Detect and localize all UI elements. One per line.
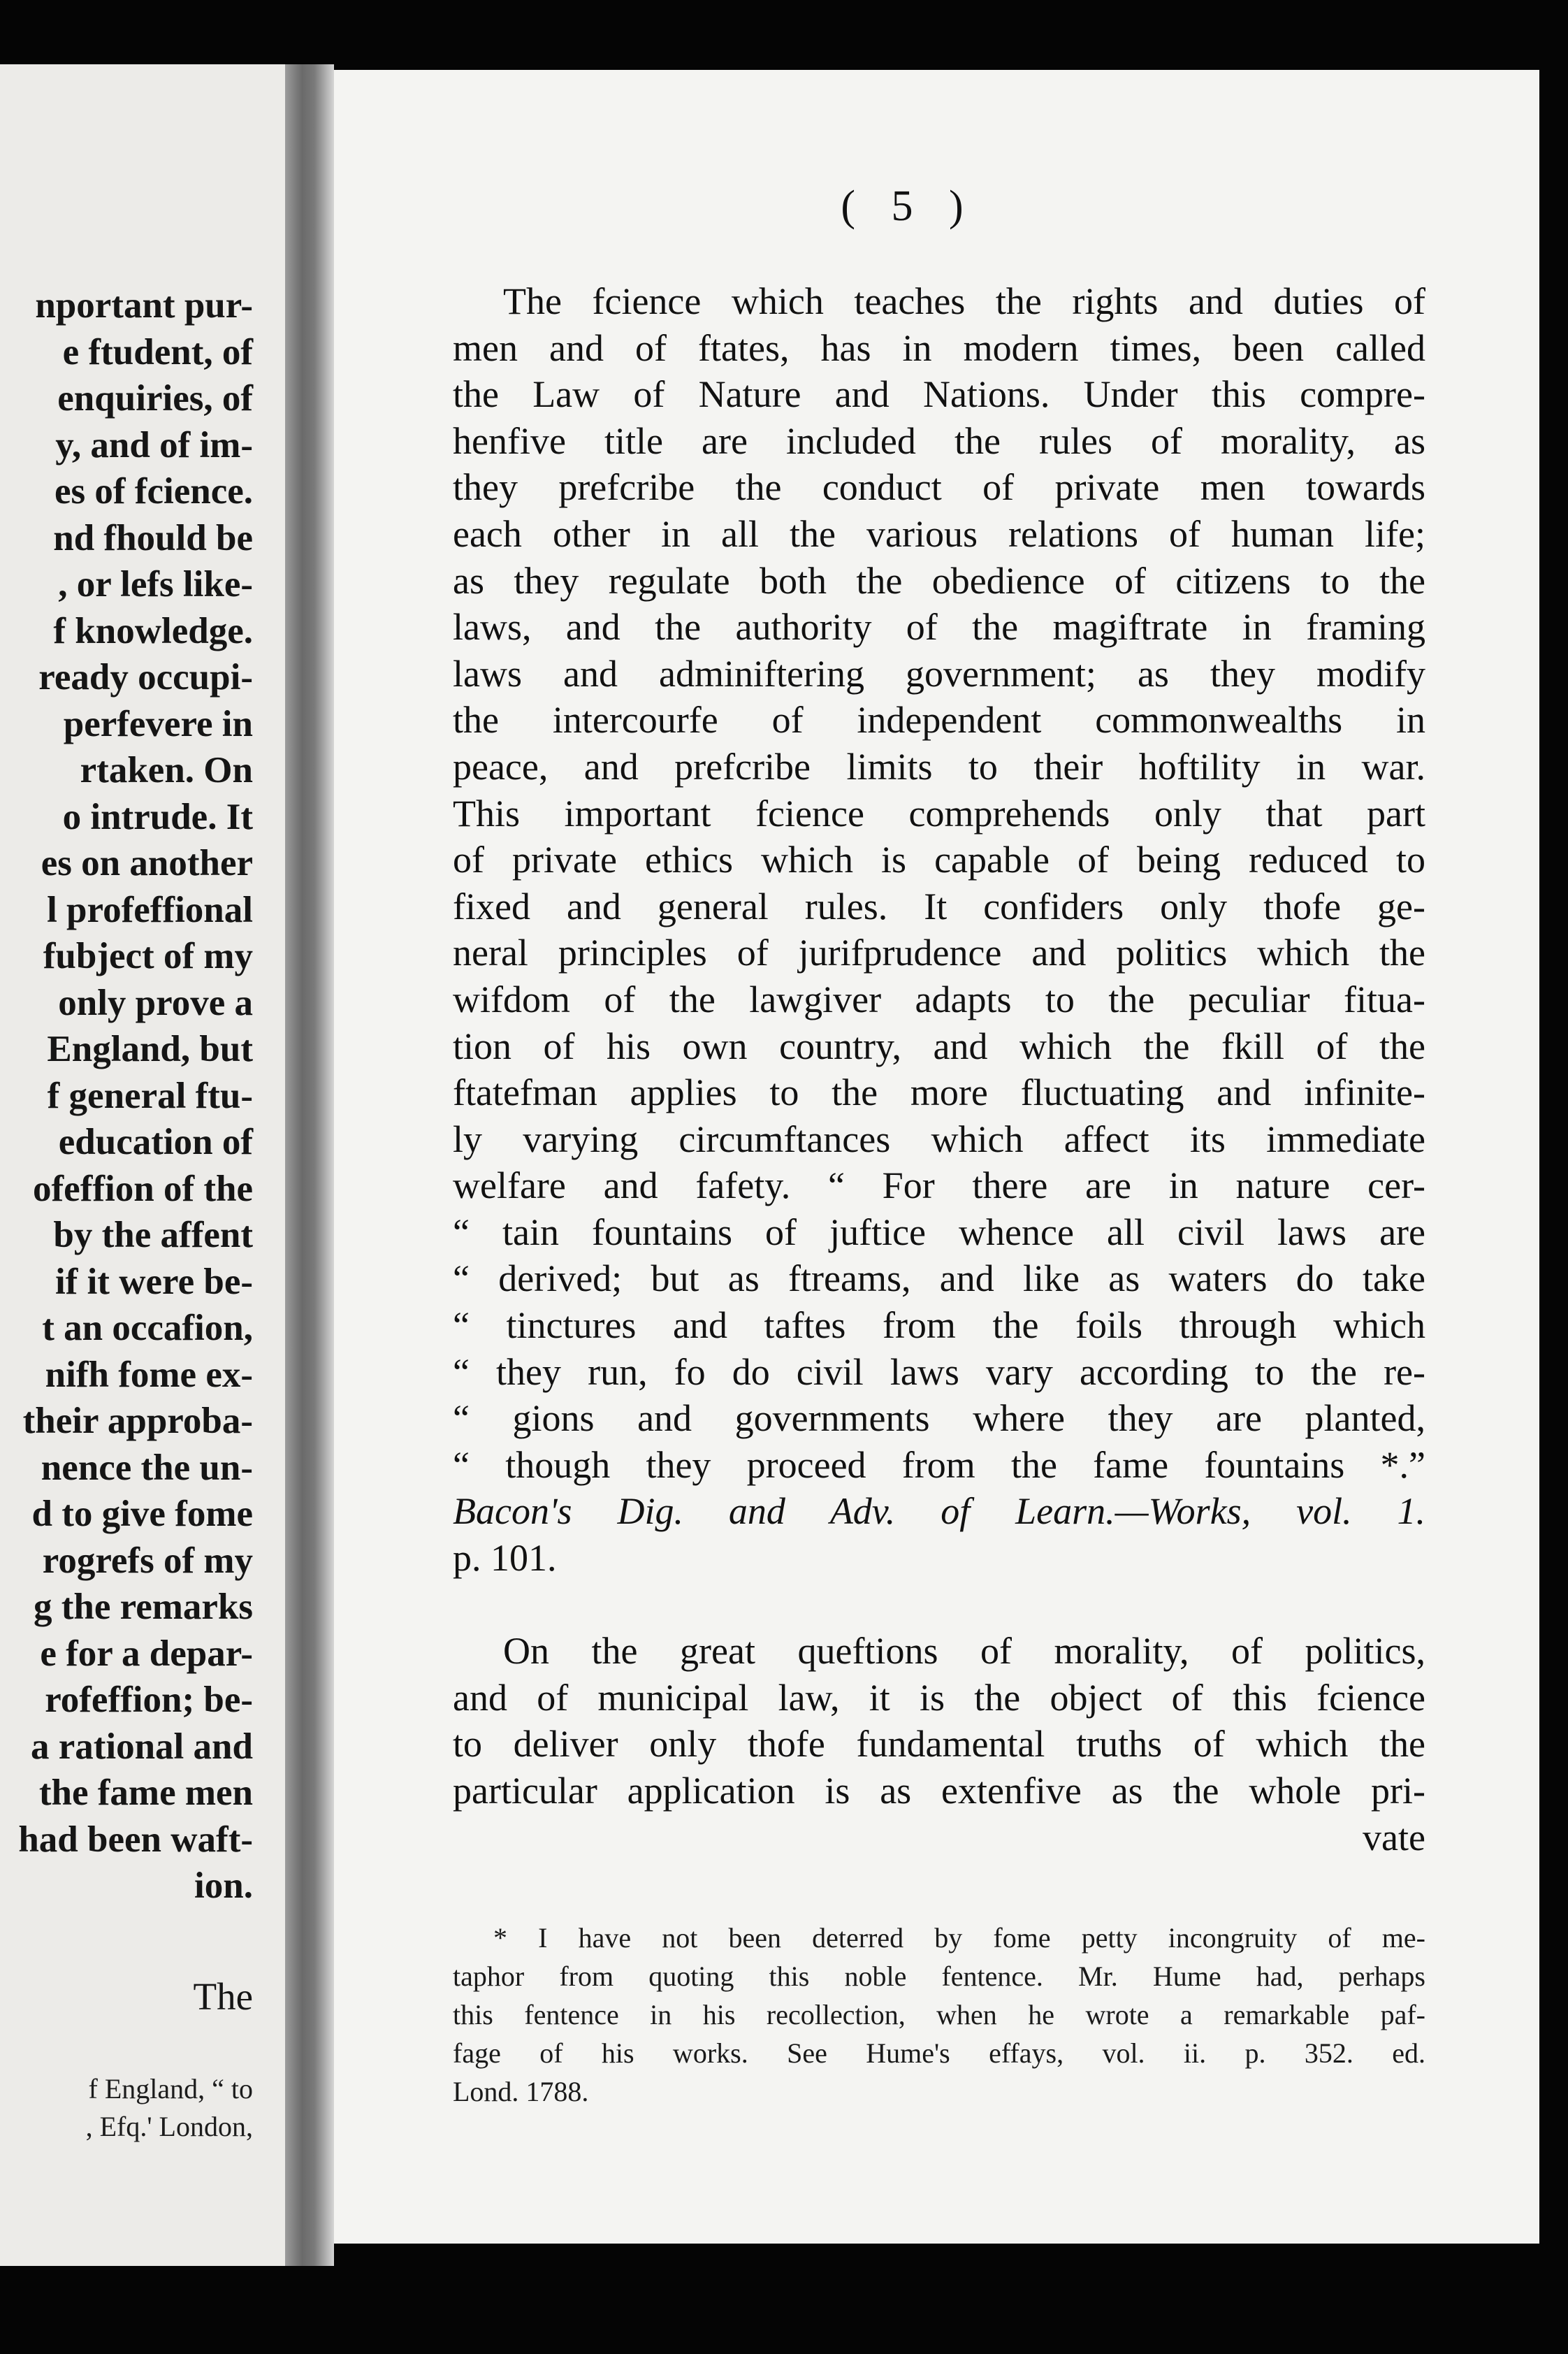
text-line: the fame men [38, 1772, 253, 1813]
text-line: y, and of im- [55, 424, 253, 465]
text-line: as they regulate both the obedience of citizens to the [453, 559, 1425, 602]
text-line: ly varying circumftances which affect its immediate [453, 1118, 1425, 1160]
text-line: and of municipal law, it is the object of this fcience [453, 1676, 1425, 1719]
text-line: by the affent [53, 1215, 253, 1255]
facing-page-catchword: The [193, 1975, 253, 2018]
text-line: peace, and prefcribe limits to their hoftility in war. [453, 745, 1425, 788]
text-line: had been waft- [18, 1819, 253, 1860]
text-line: only prove a [58, 982, 253, 1023]
text-line: Bacon's Dig. and Adv. of Learn.—Works, vol. 1. [453, 1490, 1425, 1533]
text-line: tion of his own country, and which the fkill of the [453, 1025, 1425, 1067]
text-line: welfare and fafety. “ For there are in nature cer- [453, 1164, 1425, 1207]
text-line: g the remarks [33, 1587, 253, 1627]
facing-page-text [0, 282, 253, 1909]
paragraph [453, 1628, 1425, 1814]
text-line: to deliver only thofe fundamental truths of which the [453, 1723, 1425, 1766]
footnote-line: this fentence in his recollection, when he wrote a remarkable paf- [453, 1999, 1425, 2030]
book-gutter [285, 64, 334, 2266]
text-line: laws and adminiftering government; as they modify [453, 652, 1425, 695]
text-line: perfevere in [63, 703, 253, 744]
text-line: es on another [41, 843, 253, 883]
text-line: “ though they proceed from the fame fountains *.” [453, 1443, 1425, 1486]
text-line: fixed and general rules. It confiders only thofe ge- [453, 885, 1425, 927]
text-line: o intrude. It [62, 796, 253, 837]
body-text [453, 278, 1425, 1861]
text-line: t an occafion, [42, 1308, 253, 1348]
text-line: if it were be- [55, 1261, 253, 1302]
text-line: rofeffion; be- [45, 1680, 253, 1720]
text-line: the Law of Nature and Nations. Under this compre- [453, 373, 1425, 416]
text-line: nence the un- [41, 1447, 253, 1488]
text-line: , or lefs like- [58, 564, 253, 605]
text-line: laws, and the authority of the magiftrate in framing [453, 606, 1425, 649]
catchword: vate [1363, 1816, 1425, 1858]
footnote-line: * I have not been deterred by fome petty incongruity of me- [493, 1922, 1425, 1954]
text-line: they prefcribe the conduct of private men towards [453, 466, 1425, 509]
text-line: nportant pur- [35, 285, 253, 326]
text-line: ion. [194, 1865, 253, 1906]
text-line: f knowledge. [53, 610, 253, 651]
text-line: the intercourfe of independent commonwealths in [453, 699, 1425, 742]
text-line: their approba- [22, 1401, 253, 1441]
text-line: henfive title are included the rules of morality, as [453, 419, 1425, 462]
text-line: a rational and [30, 1726, 253, 1767]
text-line: England, but [47, 1029, 253, 1069]
text-line: “ derived; but as ftreams, and like as waters do take [453, 1257, 1425, 1300]
text-line: of private ethics which is capable of being reduced to [453, 839, 1425, 881]
text-line: e for a depar- [40, 1633, 253, 1674]
text-line: es of fcience. [55, 471, 253, 512]
footnote-line: taphor from quoting this noble fentence. Mr. Hume had, perhaps [453, 1961, 1425, 1992]
footnote-line: Lond. 1788. [453, 2076, 589, 2107]
facing-page [0, 64, 285, 2266]
text-line: nifh fome ex- [45, 1354, 253, 1395]
footnote-line: , Efq.' London, [85, 2111, 253, 2142]
text-line: ftatefman applies to the more fluctuating and infinite- [453, 1071, 1425, 1114]
text-line: enquiries, of [57, 378, 253, 419]
text-line: This important fcience comprehends only that part [453, 792, 1425, 835]
text-line: wifdom of the lawgiver adapts to the peculiar fitua- [453, 978, 1425, 1020]
text-line: education of [58, 1122, 253, 1162]
text-line: rtaken. On [80, 750, 253, 790]
paragraph-gap [453, 1582, 1425, 1629]
paragraph [453, 278, 1425, 1582]
text-line: “ gions and governments where they are planted, [453, 1397, 1425, 1440]
text-line: The fcience which teaches the rights and duties of [503, 280, 1425, 322]
text-line: fubject of my [43, 936, 253, 976]
text-line: ready occupi- [38, 657, 253, 698]
text-line: On the great queftions of morality, of politics, [503, 1630, 1425, 1673]
text-line: particular application is as extenfive as the whole pri- [453, 1770, 1425, 1812]
text-line: “ tinctures and taftes from the foils through which [453, 1304, 1425, 1347]
text-line: l profeffional [47, 889, 253, 930]
text-line: men and of ftates, has in modern times, been called [453, 326, 1425, 369]
footnote-line: f England, “ to [88, 2073, 253, 2104]
text-line: nd fhould be [53, 517, 253, 558]
text-line: f general ftu- [47, 1075, 253, 1116]
text-line: neral principles of jurifprudence and politics which the [453, 932, 1425, 974]
facing-page-footnote [0, 2070, 253, 2146]
footnote-line: fage of his works. See Hume's effays, vol. ii. p. 352. ed. [453, 2037, 1425, 2069]
text-line: “ tain fountains of juftice whence all civil laws are [453, 1211, 1425, 1253]
text-line: each other in all the various relations of human life; [453, 512, 1425, 555]
page-number: ( 5 ) [841, 182, 976, 230]
text-line: d to give fome [31, 1494, 253, 1534]
text-line: “ they run, fo do civil laws vary according to the re- [453, 1350, 1425, 1393]
text-line: e ftudent, of [62, 331, 253, 373]
text-line: rogrefs of my [42, 1540, 253, 1581]
footnote [453, 1919, 1425, 2111]
text-line: p. 101. [453, 1537, 557, 1580]
text-line: ofeffion of the [33, 1168, 253, 1209]
